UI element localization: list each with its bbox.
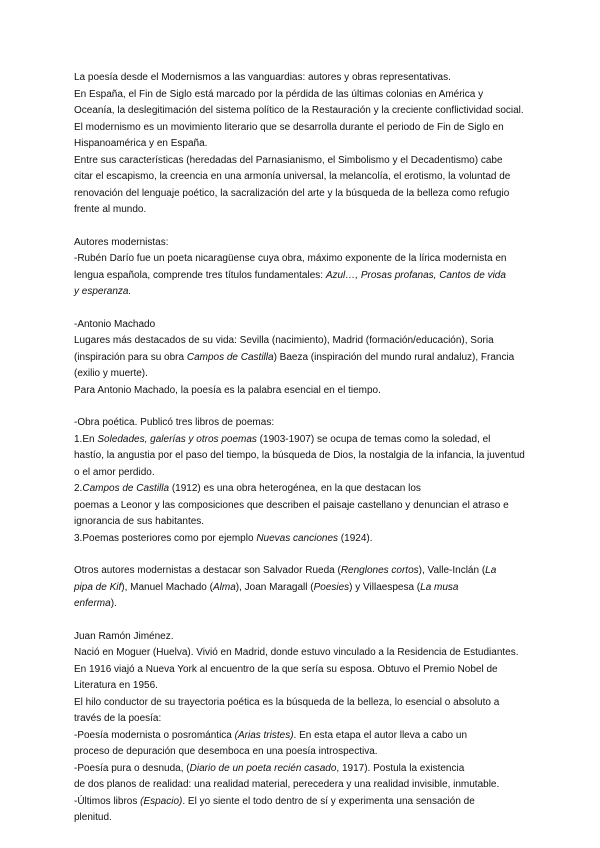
otros-line: pipa de Kif), Manuel Machado (Alma), Joan Maragall (Poesies) y Villaespesa (La musa (74, 581, 459, 593)
jimenez-stage: -Poesía modernista o posromántica (Arias tristes). En esta etapa el autor lleva a cabo un (74, 729, 467, 741)
author-name-machado: -Antonio Machado (74, 318, 156, 330)
obra-item: 2.Campos de Castilla (1912) es una obra heterogénea, en la que destacan los (74, 483, 421, 494)
jimenez-stage: de dos planos de realidad: una realidad material, perecedera y una realidad invisible, inmutable. (74, 779, 500, 790)
jimenez-line: Nació en Moguer (Huelva). Vivió en Madrid, donde estuvo vinculado a la Residencia de Estudiantes. (74, 647, 519, 658)
jimenez-stage: -Poesía pura o desnuda, (Diario de un poeta recién casado, 1917). Postula la existencia (74, 762, 465, 774)
jimenez-stage: proceso de depuración que desemboca en una poesía introspectiva. (74, 746, 378, 757)
intro-line: Entre sus características (heredadas del Parnasianismo, el Simbolismo y el Decadentismo) cabe (74, 154, 503, 166)
document-title: La poesía desde el Modernismos a las vanguardias: autores y obras representativas. (74, 72, 451, 83)
intro-line: Hispanoamérica y en España. (74, 138, 208, 149)
intro-line: renovación del lenguaje poético, la sacralización del arte y la búsqueda de la belleza como refugio (74, 187, 510, 199)
intro-line: frente al mundo. (74, 204, 147, 215)
machado-line: Lugares más destacados de su vida: Sevilla (nacimiento), Madrid (formación/educación), Soria (74, 335, 494, 346)
otros-line: Otros autores modernistas a destacar son Salvador Rueda (Renglones cortos), Valle-Inclán (La (74, 565, 497, 576)
dario-line: y esperanza. (74, 286, 132, 297)
obra-item: ignorancia de sus habitantes. (74, 516, 205, 527)
machado-line: (exilio y muerte). (74, 368, 148, 379)
jimenez-stage: -Últimos libros (Espacio). El yo siente el todo dentro de sí y experimenta una sensación de (74, 795, 475, 807)
otros-line: enferma). (74, 598, 117, 609)
obra-item: 3.Poemas posteriores como por ejemplo Nuevas canciones (1924). (74, 532, 373, 544)
machado-line: Para Antonio Machado, la poesía es la palabra esencial en el tiempo. (74, 384, 381, 396)
section-heading-obra: -Obra poética. Publicó tres libros de poemas: (74, 417, 275, 428)
machado-line: (inspiración para su obra Campos de Castilla) Baeza (inspiración del mundo rural andaluz), Francia (74, 351, 515, 363)
document-body (74, 70, 529, 827)
intro-line: En España, el Fin de Siglo está marcado por la pérdida de las últimas colonias en América y (74, 88, 484, 100)
dario-line: lengua española, comprende tres títulos fundamentales: Azul…, Prosas profanas, Cantos de vida (74, 269, 506, 281)
obra-item: poemas a Leonor y las composiciones que describen el paisaje castellano y denuncian el atraso e (74, 499, 509, 511)
intro-line: El modernismo es un movimiento literario que se desarrolla durante el periodo de Fin de Siglo en (74, 121, 504, 133)
jimenez-line: En 1916 viajó a Nueva York al encuentro de la que sería su esposa. Obtuvo el Premio Nobel de (74, 663, 498, 675)
jimenez-line: El hilo conductor de su trayectoria poética es la búsqueda de la belleza, lo esencial o absoluto a (74, 696, 500, 708)
obra-item: 1.En Soledades, galerías y otros poemas (1903-1907) se ocupa de temas como la soledad, el (74, 433, 491, 445)
intro-line: citar el escapismo, la creencia en una armonía universal, la melancolía, el erotismo, la voluntad de (74, 171, 511, 182)
jimenez-stage: plenitud. (74, 812, 112, 823)
jimenez-line: Literatura en 1956. (74, 680, 158, 691)
intro-line: Oceanía, la deslegitimación del sistema político de la Restauración y la creciente conflictividad social. (74, 105, 524, 116)
section-heading-modernistas: Autores modernistas: (74, 236, 169, 248)
obra-item: o el amor perdido. (74, 466, 155, 478)
obra-item: hastío, la angustia por el paso del tiempo, la búsqueda de Dios, la nostalgia de la infancia, la juventud (74, 450, 525, 461)
dario-line: -Rubén Darío fue un poeta nicaragüense cuya obra, máximo exponente de la lírica modernista en (74, 253, 507, 264)
author-name-jimenez: Juan Ramón Jiménez. (74, 630, 174, 642)
jimenez-line: través de la poesía: (74, 713, 162, 724)
